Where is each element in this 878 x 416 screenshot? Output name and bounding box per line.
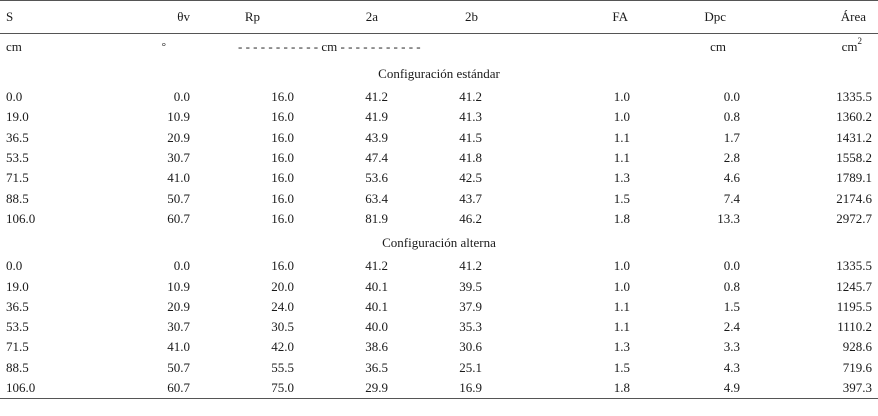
cell-theta-v: 41.0 bbox=[167, 170, 190, 186]
cell-2b: 41.2 bbox=[459, 258, 482, 274]
cell-s: 71.5 bbox=[6, 339, 29, 355]
unit-theta-v: ° bbox=[161, 41, 166, 53]
table-row bbox=[0, 276, 878, 296]
cell-area: 1110.2 bbox=[837, 319, 872, 335]
cell-2b: 16.9 bbox=[402, 378, 512, 399]
cell-fa: 1.3 bbox=[613, 170, 630, 186]
cell-rp: 42.0 bbox=[271, 339, 294, 355]
section-title-row bbox=[0, 229, 878, 256]
unit-shared-cm bbox=[192, 34, 512, 61]
cell-fa: 1.0 bbox=[613, 89, 630, 105]
table-row bbox=[0, 209, 878, 229]
cell-rp: 16.0 bbox=[271, 109, 294, 125]
cell-s: 88.5 bbox=[6, 359, 29, 375]
cell-2a: 53.6 bbox=[365, 170, 388, 186]
cell-s: 106.0 bbox=[0, 378, 120, 399]
cell-fa: 1.0 bbox=[613, 278, 630, 294]
cell-s: 0.0 bbox=[6, 89, 23, 105]
cell-theta-v: 10.9 bbox=[167, 278, 190, 294]
cell-area: 1195.5 bbox=[836, 298, 872, 314]
cell-fa: 1.1 bbox=[613, 150, 630, 166]
cell-fa: 1.1 bbox=[613, 298, 630, 314]
unit-dpc: cm bbox=[710, 39, 726, 54]
table-row bbox=[0, 87, 878, 107]
cell-area: 928.6 bbox=[842, 339, 872, 355]
units-row bbox=[0, 34, 878, 61]
cell-theta-v: 20.9 bbox=[167, 129, 190, 145]
column-header-dpc: Dpc bbox=[638, 1, 746, 34]
cell-area: 1431.2 bbox=[836, 129, 872, 145]
cell-dpc: 3.3 bbox=[723, 339, 740, 355]
cell-dpc: 4.6 bbox=[723, 170, 740, 186]
cell-area: 1789.1 bbox=[836, 170, 872, 186]
cell-fa: 1.3 bbox=[613, 339, 630, 355]
cell-rp: 16.0 bbox=[271, 89, 294, 105]
cell-theta-v: 50.7 bbox=[167, 190, 190, 206]
cell-2a: 38.6 bbox=[365, 339, 388, 355]
cell-area: 1335.5 bbox=[836, 89, 872, 105]
column-header-fa: FA bbox=[512, 1, 638, 34]
unit-area-base: cm bbox=[841, 39, 858, 54]
cell-s: 19.0 bbox=[6, 109, 29, 125]
cell-area: 1335.5 bbox=[836, 258, 872, 274]
cell-rp: 30.5 bbox=[271, 319, 294, 335]
cell-rp: 75.0 bbox=[192, 378, 296, 399]
cell-rp: 16.0 bbox=[271, 258, 294, 274]
table-row bbox=[0, 378, 878, 399]
cell-rp: 55.5 bbox=[271, 359, 294, 375]
cell-2a: 40.0 bbox=[365, 319, 388, 335]
cell-2b: 43.7 bbox=[459, 190, 482, 206]
cell-theta-v: 0.0 bbox=[173, 89, 190, 105]
cell-rp: 20.0 bbox=[271, 278, 294, 294]
cell-fa: 1.1 bbox=[613, 319, 630, 335]
cell-theta-v: 30.7 bbox=[167, 319, 190, 335]
cell-dpc: 0.0 bbox=[723, 89, 740, 105]
table-row bbox=[0, 297, 878, 317]
cell-dpc: 0.8 bbox=[723, 109, 740, 125]
cell-2a: 40.1 bbox=[365, 298, 388, 314]
cell-dpc: 4.9 bbox=[638, 378, 746, 399]
cell-2a: 43.9 bbox=[365, 129, 388, 145]
column-header-rp: Rp bbox=[192, 1, 296, 34]
section-title: Configuración estándar bbox=[378, 65, 500, 81]
table-row bbox=[0, 107, 878, 127]
cell-theta-v: 30.7 bbox=[167, 150, 190, 166]
cell-dpc: 1.7 bbox=[723, 129, 740, 145]
cell-fa: 1.8 bbox=[512, 378, 638, 399]
cell-area: 397.3 bbox=[746, 378, 878, 399]
cell-2a: 29.9 bbox=[296, 378, 402, 399]
cell-dpc: 4.3 bbox=[723, 359, 740, 375]
cell-2a: 40.1 bbox=[365, 278, 388, 294]
column-header-area: Área bbox=[746, 1, 878, 34]
cell-s: 36.5 bbox=[6, 298, 29, 314]
cell-s: 0.0 bbox=[6, 258, 23, 274]
cell-2b: 25.1 bbox=[459, 359, 482, 375]
cell-fa: 1.0 bbox=[613, 109, 630, 125]
table-row bbox=[0, 256, 878, 276]
cell-dpc: 1.5 bbox=[723, 298, 740, 314]
cell-s: 53.5 bbox=[6, 319, 29, 335]
cell-s: 71.5 bbox=[6, 170, 29, 186]
column-header-theta-v: θv bbox=[120, 1, 192, 34]
table-row bbox=[0, 168, 878, 188]
column-header-2b: 2b bbox=[402, 1, 512, 34]
cell-2a: 81.9 bbox=[365, 210, 388, 226]
cell-area: 1360.2 bbox=[836, 109, 872, 125]
cell-s: 106.0 bbox=[6, 210, 36, 226]
cell-2b: 41.3 bbox=[459, 109, 482, 125]
table-row bbox=[0, 188, 878, 208]
unit-fa bbox=[512, 34, 638, 61]
cell-dpc: 0.8 bbox=[723, 278, 740, 294]
cell-fa: 1.1 bbox=[613, 129, 630, 145]
section-title: Configuración alterna bbox=[382, 234, 496, 250]
cell-fa: 1.0 bbox=[613, 258, 630, 274]
cell-2b: 46.2 bbox=[459, 210, 482, 226]
unit-area-exponent: 2 bbox=[857, 36, 862, 46]
cell-s: 19.0 bbox=[6, 278, 29, 294]
cell-theta-v: 50.7 bbox=[167, 359, 190, 375]
cell-area: 2174.6 bbox=[836, 190, 872, 206]
table-row bbox=[0, 317, 878, 337]
cell-theta-v: 20.9 bbox=[167, 298, 190, 314]
cell-fa: 1.8 bbox=[613, 210, 630, 226]
cell-2b: 41.2 bbox=[459, 89, 482, 105]
cell-area: 1558.2 bbox=[836, 150, 872, 166]
cell-rp: 16.0 bbox=[271, 170, 294, 186]
cell-dpc: 7.4 bbox=[723, 190, 740, 206]
cell-2b: 41.8 bbox=[459, 150, 482, 166]
cell-dpc: 2.4 bbox=[723, 319, 740, 335]
cell-2a: 41.2 bbox=[365, 89, 388, 105]
cell-dpc: 13.3 bbox=[717, 210, 740, 226]
header-row bbox=[0, 1, 878, 34]
cell-rp: 16.0 bbox=[271, 190, 294, 206]
cell-s: 88.5 bbox=[6, 190, 29, 206]
column-header-2a: 2a bbox=[296, 1, 402, 34]
cell-rp: 16.0 bbox=[271, 150, 294, 166]
cell-s: 36.5 bbox=[6, 129, 29, 145]
cell-dpc: 2.8 bbox=[723, 150, 740, 166]
table-row bbox=[0, 358, 878, 378]
cell-2a: 47.4 bbox=[365, 150, 388, 166]
unit-shared-cm-text: - - - - - - - - - - - cm - - - - - - - - - - - bbox=[238, 39, 421, 54]
cell-rp: 16.0 bbox=[271, 210, 294, 226]
unit-area bbox=[746, 34, 878, 61]
cell-2a: 41.9 bbox=[365, 109, 388, 125]
cell-theta-v: 60.7 bbox=[120, 378, 192, 399]
cell-2b: 30.6 bbox=[459, 339, 482, 355]
cell-2b: 39.5 bbox=[459, 278, 482, 294]
cell-2b: 37.9 bbox=[459, 298, 482, 314]
unit-s: cm bbox=[6, 39, 22, 54]
cell-area: 719.6 bbox=[842, 359, 872, 375]
cell-2a: 63.4 bbox=[365, 190, 388, 206]
table-row bbox=[0, 337, 878, 357]
table-row bbox=[0, 128, 878, 148]
cell-2b: 42.5 bbox=[459, 170, 482, 186]
cell-2b: 41.5 bbox=[459, 129, 482, 145]
cell-2a: 36.5 bbox=[365, 359, 388, 375]
table-body bbox=[0, 1, 878, 399]
cell-area: 2972.7 bbox=[836, 210, 872, 226]
cell-s: 53.5 bbox=[6, 150, 29, 166]
cell-theta-v: 0.0 bbox=[173, 258, 190, 274]
cell-fa: 1.5 bbox=[613, 359, 630, 375]
cell-theta-v: 41.0 bbox=[167, 339, 190, 355]
section-title-row bbox=[0, 60, 878, 87]
cell-2b: 35.3 bbox=[459, 319, 482, 335]
cell-2a: 41.2 bbox=[365, 258, 388, 274]
column-header-s: S bbox=[0, 1, 120, 34]
cell-rp: 24.0 bbox=[271, 298, 294, 314]
cell-rp: 16.0 bbox=[271, 129, 294, 145]
table-row bbox=[0, 148, 878, 168]
cell-theta-v: 10.9 bbox=[167, 109, 190, 125]
cell-fa: 1.5 bbox=[613, 190, 630, 206]
cell-theta-v: 60.7 bbox=[167, 210, 190, 226]
cell-area: 1245.7 bbox=[836, 278, 872, 294]
cell-dpc: 0.0 bbox=[723, 258, 740, 274]
